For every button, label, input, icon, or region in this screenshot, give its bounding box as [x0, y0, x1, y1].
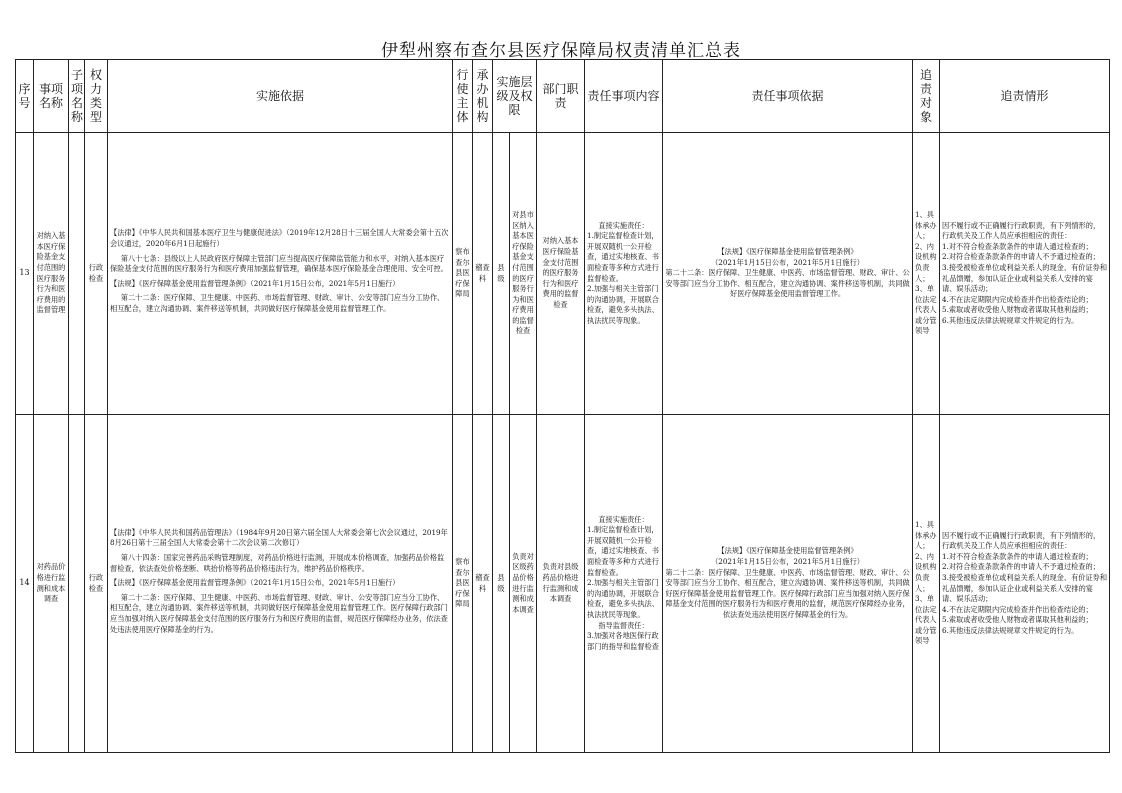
duty-line: 2.加强与相关主管部门的沟通协调，开展联合检查，避免多头执法、执法扰民等现象。: [587, 284, 659, 325]
header-level: 实施层级及权限: [493, 60, 537, 133]
row-power-type: 行政检查: [85, 415, 108, 753]
row-duty-basis: [663, 133, 913, 415]
row-agency: 稽查科: [473, 133, 493, 415]
row-dept-duty: 负责对县级药品价格进行监测和成本调查: [537, 415, 585, 753]
duty-basis-line: （2021年1月15日公布，2021年5月1日施行）: [711, 557, 864, 567]
row-sub-item: [69, 415, 85, 753]
duty-line: 1.制定监督检查计划，开展双随机一公开检查，通过实地核查、书面检查等多种方式进行监督检查。: [587, 525, 659, 577]
duty-basis-line: 【法规】《医疗保障基金使用监督管理条例》: [717, 247, 858, 257]
header-power-type: 权力类型: [85, 60, 108, 133]
row-basis: [108, 415, 453, 753]
header-agency: 承办机构: [473, 60, 493, 133]
header-duty-basis: 责任事项依据: [663, 60, 913, 133]
row-item-name: 对药品价格进行监测和成本调查: [34, 415, 69, 753]
duty-line: 3.加强对各地医保行政部门的指导和监督检查: [587, 631, 659, 651]
basis-paragraph: 【法律】《中华人民共和国基本医疗卫生与健康促进法》（2019年12月28日十三届全国人大常委会第十五次会议通过，2020年6月1日起施行）: [110, 228, 449, 249]
row-situation: 因不履行或不正确履行行政职责，有下列情形的，行政机关及工作人员应承担相应的责任： 1.对不符合检查条款条件的申请人通过检查的； 2.对符合检查条款条件的申请人不予通过检查的； 3.接受被检查单位或利益关系人的现金、有价证券和礼品馈赠，参加认证企业或利益关系人安排的宴请、娱乐活动； 4.不在法定期限内完成检查并作出检查结论的； 5.索取或者收受他人财物或者谋取其他利益的； 6.其他违反法律法规规章文件规定的行为。: [940, 415, 1110, 753]
document-title: 伊犁州察布查尔县医疗保障局权责清单汇总表: [381, 41, 741, 61]
header-seq: 序号: [16, 60, 34, 133]
row-level: 负责对区级药品价格进行监测和成本调查: [510, 415, 537, 753]
row-duty-basis: [663, 415, 913, 753]
basis-paragraph: 第八十四条：国家完善药品采购管理制度，对药品价格进行监测，开展成本价格调查，加强药品价格监督检查，依法查处价格垄断、哄抬价格等药品价格违法行为，维护药品价格秩序。: [110, 553, 445, 573]
basis-paragraph: 【法规】《医疗保障基金使用监督管理条例》（2021年1月15日公布，2021年5月1日施行）: [110, 578, 400, 588]
row-seq: 13: [16, 133, 34, 415]
duty-basis-line: 【法规】《医疗保障基金使用监督管理条例》: [717, 546, 858, 556]
basis-paragraph: 第八十七条：县级以上人民政府医疗保障主管部门应当提高医疗保障监管能力和水平，对纳入基本医疗保险基金支付范围的医疗服务行为和医疗费用加强监督管理，确保基本医疗保险基金合理使用、安全可控。: [110, 253, 448, 274]
duty-basis-line: 第二十二条：医疗保障、卫生健康、中医药、市场监督管理、财政、审计、公安等部门应当分工协作、相互配合，建立沟通协调、案件移送等机制，共同做好医疗保障基金使用监督管理工作。医疗保障行政部门应当加强对纳入医疗保障基金支付范围的医疗服务行为和医疗费用的监督，规范医疗保障经办业务，依法查处违法使用医疗保障基金的行为。: [665, 567, 910, 619]
row-level-tag: 县级: [493, 415, 510, 753]
table-header-row: [16, 60, 1110, 133]
row-agency: 稽查科: [473, 415, 493, 753]
row-situation: 因不履行或不正确履行行政职责，有下列情形的，行政机关及工作人员应承担相应的责任： 1.对不符合检查条款条件的申请人通过检查的； 2.对符合检查条款条件的申请人不予通过检查的； 3.接受被检查单位或利益关系人的现金、有价证券和礼品馈赠，参加认证企业或利益关系人安排的宴请、娱乐活动； 4.不在法定期限内完成检查并作出检查结论的； 5.索取或者收受他人财物或者谋取其他利益的； 6.其他违反法律法规规章文件规定的行为。: [940, 133, 1110, 415]
row-basis: [108, 133, 453, 415]
row-duty-content: [585, 133, 663, 415]
row-level: 对县市区纳入基本医疗保险基金支付范围的医疗服务行为和医疗费用的监督检查: [510, 133, 537, 415]
row-subject: 察布查尔县医疗保障局: [453, 133, 473, 415]
duty-basis-line: （2021年1月15日公布，2021年5月1日施行）: [711, 257, 864, 267]
row-duty-content: [585, 415, 663, 753]
header-subject: 行使主体: [453, 60, 473, 133]
responsibility-table: [15, 59, 1110, 753]
row-target: 1、具体承办人； 2、内设机构负责人； 3、单位法定代表人或分管领导: [913, 133, 940, 415]
row-dept-duty: 对纳入基本医疗保险基金支付范围的医疗服务行为和医疗费用的监督检查: [537, 133, 585, 415]
header-item-name: 事项名称: [34, 60, 69, 133]
row-item-name: 对纳入基本医疗保险基金支付范围的医疗服务行为和医疗费用的监督管理: [34, 133, 69, 415]
header-situation: 追责情形: [940, 60, 1110, 133]
basis-paragraph: 第二十二条：医疗保障、卫生健康、中医药、市场监督管理、财政、审计、公安等部门应当分工协作、相互配合，建立沟通协调、案件移送等机制，共同做好医疗保障基金使用监督管理工作。: [110, 293, 445, 313]
duty-line: 直接实施责任：: [598, 220, 649, 230]
duty-line: 2.加强与相关主管部门的沟通协调，开展联合检查，避免多头执法、执法扰民等现象。: [587, 578, 659, 619]
duty-line: 1.制定监督检查计划，开展双随机一公开检查，通过实地核查、书面检查等多种方式进行监督检查。: [587, 231, 659, 283]
row-seq: 14: [16, 415, 34, 753]
basis-paragraph: 【法规】《医疗保障基金使用监督管理条例》（2021年1月15日公布，2021年5月1日施行）: [110, 278, 400, 288]
row-power-type: 行政检查: [85, 133, 108, 415]
header-dept-duty: 部门职责: [537, 60, 585, 133]
row-sub-item: [69, 133, 85, 415]
duty-line: 指导监督责任：: [598, 620, 649, 630]
basis-paragraph: 【法律】《中华人民共和国药品管理法》（1984年9月20日第六届全国人大常委会第七次会议通过，2019年8月26日第十三届全国人大常委会第十二次会议第二次修订）: [110, 527, 448, 548]
row-subject: 察布查尔县医疗保障局: [453, 415, 473, 753]
header-duty-content: 责任事项内容: [585, 60, 663, 133]
header-basis: 实施依据: [108, 60, 453, 133]
header-sub-item: 子项名称: [69, 60, 85, 133]
header-target: 追责对象: [913, 60, 940, 133]
basis-paragraph: 第二十二条：医疗保障、卫生健康、中医药、市场监督管理、财政、审计、公安等部门应当分工协作、相互配合，建立沟通协调、案件移送等机制，共同做好医疗保障基金使用监督管理工作。医疗保障行政部门应当加强对纳入医疗保障基金支付范围的医疗服务行为和医疗费用的监督，规范医疗保障经办业务，依法查处违法使用医疗保障基金的行为。: [110, 592, 448, 634]
row-level-tag: 县级: [493, 133, 510, 415]
duty-line: 直接实施责任：: [598, 514, 649, 524]
table-row: [16, 415, 1110, 753]
table-row: [16, 133, 1110, 415]
row-target: 1、具体承办人； 2、内设机构负责人； 3、单位法定代表人或分管领导: [913, 415, 940, 753]
duty-basis-line: 第二十二条：医疗保障、卫生健康、中医药、市场监督管理、财政、审计、公安等部门应当分工协作、相互配合，建立沟通协调、案件移送等机制，共同做好医疗保障基金使用监督管理工作。: [665, 268, 910, 299]
